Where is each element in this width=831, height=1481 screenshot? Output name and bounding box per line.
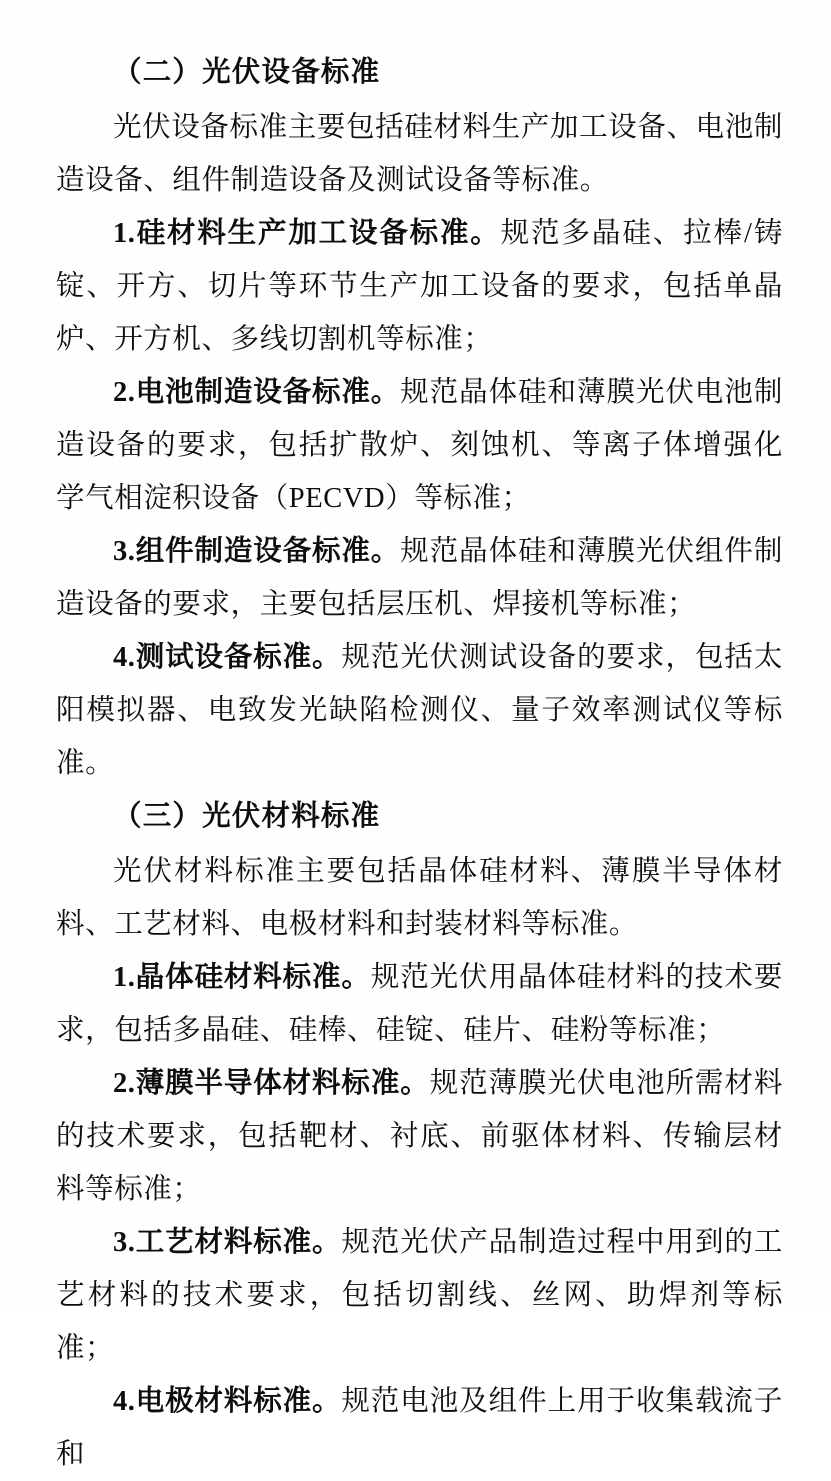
document-body xyxy=(56,46,783,1481)
section-3-intro xyxy=(56,845,783,951)
section-3-intro-text: 光伏材料标准主要包括晶体硅材料、薄膜半导体材料、工艺材料、电极材料和封装材料等标准。 xyxy=(56,856,783,940)
item-3-3 xyxy=(56,1216,783,1375)
item-3-1-text: 规范光伏用晶体硅材料的技术要求，包括多晶硅、硅棒、硅锭、硅片、硅粉等标准； xyxy=(56,962,783,1046)
item-2-3 xyxy=(56,525,783,631)
item-3-2 xyxy=(56,1057,783,1216)
item-2-4-text: 规范光伏测试设备的要求，包括太阳模拟器、电致发光缺陷检测仪、量子效率测试仪等标准。 xyxy=(56,642,783,779)
item-3-2-lead: 2.薄膜半导体材料标准。 xyxy=(113,1068,430,1099)
item-2-2-text: 规范晶体硅和薄膜光伏电池制造设备的要求，包括扩散炉、刻蚀机、等离子体增强化学气相淀积设备（PECVD）等标准； xyxy=(56,377,783,514)
item-2-4-lead: 4.测试设备标准。 xyxy=(113,642,342,673)
item-3-1 xyxy=(56,951,783,1057)
section-heading-2: （二）光伏设备标准 xyxy=(113,57,381,88)
item-3-3-lead: 3.工艺材料标准。 xyxy=(113,1227,342,1258)
item-2-4 xyxy=(56,631,783,790)
item-2-1-lead: 1.硅材料生产加工设备标准。 xyxy=(113,218,501,249)
item-3-4-text: 规范电池及组件上用于收集载流子和 xyxy=(56,1386,783,1470)
item-2-3-lead: 3.组件制造设备标准。 xyxy=(113,536,401,567)
item-2-1 xyxy=(56,207,783,366)
item-2-2-lead: 2.电池制造设备标准。 xyxy=(113,377,401,408)
section-2-intro xyxy=(56,101,783,207)
item-3-4 xyxy=(56,1375,783,1481)
item-2-1-text: 规范多晶硅、拉棒/铸锭、开方、切片等环节生产加工设备的要求，包括单晶炉、开方机、多线切割机等标准； xyxy=(56,218,783,355)
item-3-4-lead: 4.电极材料标准。 xyxy=(113,1386,342,1417)
section-2-intro-text: 光伏设备标准主要包括硅材料生产加工设备、电池制造设备、组件制造设备及测试设备等标准。 xyxy=(56,112,783,196)
section-heading-3: （三）光伏材料标准 xyxy=(113,801,381,832)
item-3-3-text: 规范光伏产品制造过程中用到的工艺材料的技术要求，包括切割线、丝网、助焊剂等标准； xyxy=(56,1227,783,1364)
item-3-1-lead: 1.晶体硅材料标准。 xyxy=(113,962,371,993)
item-2-2 xyxy=(56,366,783,525)
item-3-2-text: 规范薄膜光伏电池所需材料的技术要求，包括靶材、衬底、前驱体材料、传输层材料等标准； xyxy=(56,1068,783,1205)
item-2-3-text: 规范晶体硅和薄膜光伏组件制造设备的要求，主要包括层压机、焊接机等标准； xyxy=(56,536,783,620)
